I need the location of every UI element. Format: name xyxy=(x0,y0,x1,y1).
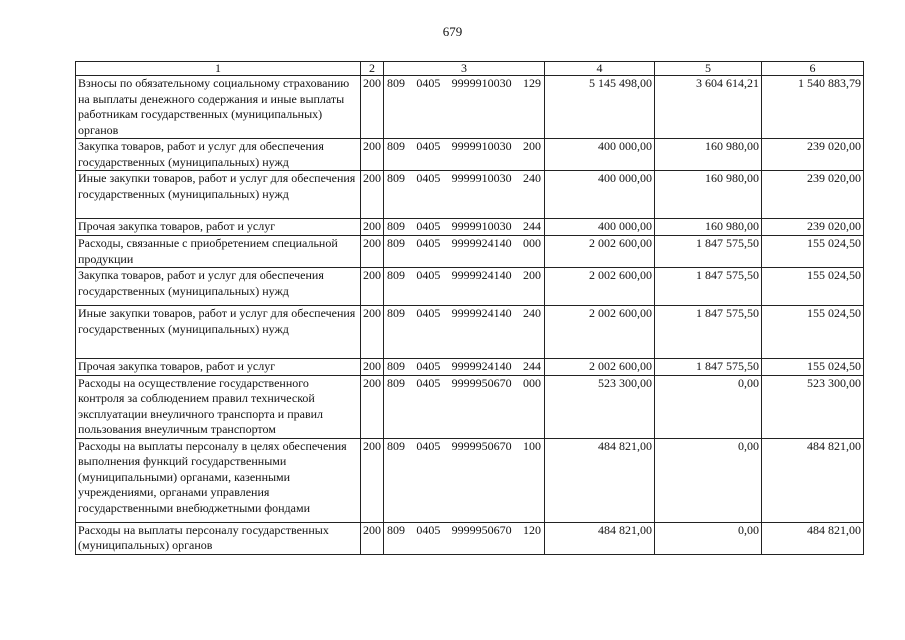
budget-code-part: 120 xyxy=(522,522,541,537)
budget-code-part: 244 xyxy=(522,219,541,233)
row-budget-code xyxy=(384,306,545,359)
column-header-3: 3 xyxy=(384,62,545,76)
budget-code-part: 809 xyxy=(387,359,405,373)
budget-code-part: 200 xyxy=(522,139,541,153)
budget-code-parts xyxy=(387,171,541,187)
row-amount-col4: 400 000,00 xyxy=(545,219,655,236)
row-code-col2: 200 xyxy=(361,236,384,268)
budget-code-part: 809 xyxy=(387,375,405,390)
row-code-col2: 200 xyxy=(361,171,384,219)
row-amount-col6: 155 024,50 xyxy=(762,268,864,306)
row-description: Расходы на выплаты персоналу государственных (муниципальных) органов xyxy=(76,522,361,554)
row-budget-code xyxy=(384,171,545,219)
budget-code-part: 9999910030 xyxy=(451,139,512,153)
budget-code-part: 200 xyxy=(522,268,541,282)
budget-code-part: 9999950670 xyxy=(451,438,512,453)
table-row xyxy=(76,375,864,438)
row-amount-col6: 155 024,50 xyxy=(762,359,864,376)
row-budget-code xyxy=(384,139,545,171)
budget-code-parts xyxy=(387,268,541,284)
row-budget-code xyxy=(384,375,545,438)
row-description: Расходы на осуществление государственного контроля за соблюдением правил технической эксплуатации внеуличного транспорта и правил пользования внеуличным транспортом xyxy=(76,375,361,438)
budget-code-part: 0405 xyxy=(416,171,441,185)
budget-code-part: 809 xyxy=(387,438,405,453)
budget-code-part: 9999910030 xyxy=(451,171,512,185)
budget-code-part: 9999950670 xyxy=(451,375,512,390)
row-amount-col6: 155 024,50 xyxy=(762,306,864,359)
budget-code-part: 9999950670 xyxy=(451,522,512,537)
row-amount-col4: 5 145 498,00 xyxy=(545,76,655,139)
budget-code-parts xyxy=(387,236,541,252)
row-amount-col4: 2 002 600,00 xyxy=(545,359,655,376)
column-number-row xyxy=(76,62,864,76)
row-code-col2: 200 xyxy=(361,359,384,376)
budget-code-part: 809 xyxy=(387,139,405,153)
row-amount-col5: 160 980,00 xyxy=(655,171,762,219)
row-amount-col5: 1 847 575,50 xyxy=(655,306,762,359)
budget-code-part: 809 xyxy=(387,306,405,320)
budget-code-part: 0405 xyxy=(416,438,441,453)
row-amount-col5: 0,00 xyxy=(655,522,762,554)
budget-code-part: 000 xyxy=(522,236,541,250)
row-code-col2: 200 xyxy=(361,522,384,554)
budget-code-part: 809 xyxy=(387,268,405,282)
table-row xyxy=(76,171,864,219)
column-header-1: 1 xyxy=(76,62,361,76)
row-amount-col4: 2 002 600,00 xyxy=(545,306,655,359)
row-amount-col5: 0,00 xyxy=(655,438,762,522)
budget-code-part: 0405 xyxy=(416,139,441,153)
budget-code-part: 809 xyxy=(387,171,405,185)
budget-table-body xyxy=(76,62,864,555)
row-amount-col4: 2 002 600,00 xyxy=(545,236,655,268)
row-budget-code xyxy=(384,438,545,522)
row-code-col2: 200 xyxy=(361,375,384,438)
table-row xyxy=(76,76,864,139)
row-budget-code xyxy=(384,268,545,306)
row-amount-col4: 484 821,00 xyxy=(545,522,655,554)
row-budget-code xyxy=(384,219,545,236)
budget-code-parts xyxy=(387,523,541,539)
budget-code-part: 9999924140 xyxy=(451,359,512,373)
row-code-col2: 200 xyxy=(361,306,384,359)
row-amount-col5: 3 604 614,21 xyxy=(655,76,762,139)
budget-code-part: 809 xyxy=(387,236,405,250)
row-description: Прочая закупка товаров, работ и услуг xyxy=(76,359,361,376)
table-row xyxy=(76,236,864,268)
row-description: Расходы на выплаты персоналу в целях обеспечения выполнения функций государственными (муниципальными) органами, казенными учреждениями, органами управления государственными внебюджетными фондами xyxy=(76,438,361,522)
row-amount-col6: 484 821,00 xyxy=(762,438,864,522)
row-amount-col6: 523 300,00 xyxy=(762,375,864,438)
row-description: Закупка товаров, работ и услуг для обеспечения государственных (муниципальных) нужд xyxy=(76,139,361,171)
table-row xyxy=(76,219,864,236)
budget-code-part: 9999924140 xyxy=(451,236,512,250)
budget-table xyxy=(75,61,864,555)
budget-code-part: 9999910030 xyxy=(451,76,512,90)
budget-code-parts xyxy=(387,439,541,455)
row-code-col2: 200 xyxy=(361,268,384,306)
row-amount-col5: 0,00 xyxy=(655,375,762,438)
row-description: Закупка товаров, работ и услуг для обеспечения государственных (муниципальных) нужд xyxy=(76,268,361,306)
budget-code-part: 240 xyxy=(522,306,541,320)
row-amount-col6: 1 540 883,79 xyxy=(762,76,864,139)
budget-code-part: 809 xyxy=(387,219,405,233)
budget-code-part: 000 xyxy=(522,375,541,390)
row-amount-col4: 400 000,00 xyxy=(545,139,655,171)
budget-code-parts xyxy=(387,376,541,392)
row-amount-col5: 160 980,00 xyxy=(655,139,762,171)
row-amount-col5: 1 847 575,50 xyxy=(655,359,762,376)
budget-code-part: 0405 xyxy=(416,236,441,250)
table-row xyxy=(76,306,864,359)
budget-code-part: 0405 xyxy=(416,219,441,233)
row-code-col2: 200 xyxy=(361,76,384,139)
budget-code-parts xyxy=(387,139,541,155)
row-amount-col5: 160 980,00 xyxy=(655,219,762,236)
row-budget-code xyxy=(384,236,545,268)
table-row xyxy=(76,522,864,554)
budget-code-part: 809 xyxy=(387,76,405,90)
row-description: Прочая закупка товаров, работ и услуг xyxy=(76,219,361,236)
row-budget-code xyxy=(384,359,545,376)
table-row xyxy=(76,438,864,522)
row-code-col2: 200 xyxy=(361,219,384,236)
row-amount-col6: 239 020,00 xyxy=(762,171,864,219)
row-description: Взносы по обязательному социальному страхованию на выплаты денежного содержания и иные выплаты работникам государственных (муниципальных) органов xyxy=(76,76,361,139)
budget-code-part: 100 xyxy=(522,438,541,453)
budget-code-part: 0405 xyxy=(416,522,441,537)
page-number: 679 xyxy=(442,24,463,39)
budget-code-part: 0405 xyxy=(416,306,441,320)
row-description: Иные закупки товаров, работ и услуг для обеспечения государственных (муниципальных) нужд xyxy=(76,306,361,359)
budget-code-parts xyxy=(387,359,541,375)
budget-code-part: 9999924140 xyxy=(451,268,512,282)
budget-code-part: 0405 xyxy=(416,359,441,373)
column-header-4: 4 xyxy=(545,62,655,76)
row-budget-code xyxy=(384,522,545,554)
column-header-6: 6 xyxy=(762,62,864,76)
table-row xyxy=(76,268,864,306)
row-code-col2: 200 xyxy=(361,139,384,171)
budget-code-part: 9999910030 xyxy=(451,219,512,233)
row-amount-col4: 523 300,00 xyxy=(545,375,655,438)
row-description: Расходы, связанные с приобретением специальной продукции xyxy=(76,236,361,268)
column-header-5: 5 xyxy=(655,62,762,76)
budget-code-part: 240 xyxy=(522,171,541,185)
column-header-2: 2 xyxy=(361,62,384,76)
row-amount-col4: 2 002 600,00 xyxy=(545,268,655,306)
row-amount-col6: 155 024,50 xyxy=(762,236,864,268)
budget-code-part: 0405 xyxy=(416,268,441,282)
row-amount-col6: 239 020,00 xyxy=(762,139,864,171)
row-budget-code xyxy=(384,76,545,139)
budget-code-part: 129 xyxy=(522,76,541,90)
row-amount-col6: 239 020,00 xyxy=(762,219,864,236)
row-amount-col4: 484 821,00 xyxy=(545,438,655,522)
row-amount-col5: 1 847 575,50 xyxy=(655,236,762,268)
budget-code-parts xyxy=(387,219,541,235)
row-code-col2: 200 xyxy=(361,438,384,522)
row-description: Иные закупки товаров, работ и услуг для обеспечения государственных (муниципальных) нужд xyxy=(76,171,361,219)
budget-code-part: 809 xyxy=(387,522,405,537)
table-row xyxy=(76,359,864,376)
row-amount-col4: 400 000,00 xyxy=(545,171,655,219)
row-amount-col5: 1 847 575,50 xyxy=(655,268,762,306)
budget-code-parts xyxy=(387,306,541,322)
budget-code-parts xyxy=(387,76,541,92)
table-row xyxy=(76,139,864,171)
budget-code-part: 0405 xyxy=(416,76,441,90)
budget-code-part: 244 xyxy=(522,359,541,373)
budget-code-part: 0405 xyxy=(416,375,441,390)
budget-code-part: 9999924140 xyxy=(451,306,512,320)
row-amount-col6: 484 821,00 xyxy=(762,522,864,554)
